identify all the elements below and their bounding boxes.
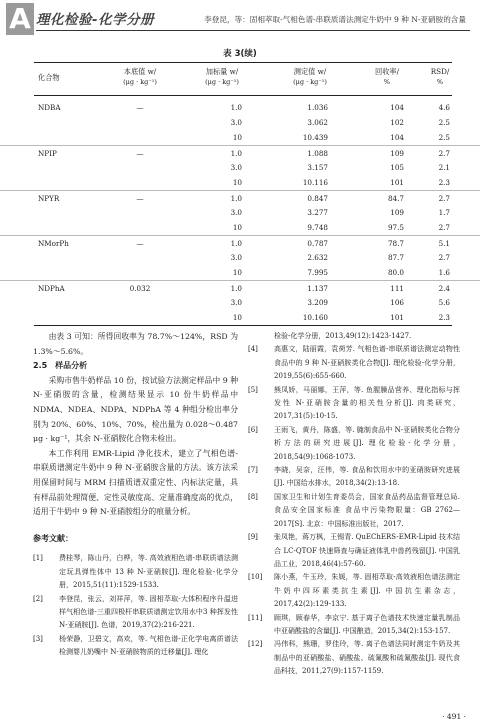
cell-added: 1.0 bbox=[230, 149, 242, 158]
cell-rsd: 2.5 bbox=[438, 133, 450, 142]
cell-measured: 2.632 bbox=[307, 253, 328, 262]
cell-measured: 10.116 bbox=[302, 178, 328, 187]
cell-measured: 1.036 bbox=[307, 103, 328, 112]
cell-measured: 1.137 bbox=[307, 284, 328, 293]
cell-measured: 10.439 bbox=[302, 133, 328, 142]
reference-item bbox=[33, 593, 238, 633]
cell-rsd: 2.1 bbox=[438, 163, 450, 172]
cell-background: — bbox=[136, 149, 144, 158]
cell-compound: NDBA bbox=[38, 103, 61, 112]
cell-measured: 3.157 bbox=[307, 163, 328, 172]
cell-rsd: 2.7 bbox=[438, 194, 450, 203]
reference-item bbox=[248, 491, 460, 531]
table-row bbox=[0, 160, 480, 175]
right-column bbox=[248, 330, 460, 679]
cell-recovery: 84.7 bbox=[387, 194, 404, 203]
header-rsd-label: RSD/ bbox=[430, 67, 450, 76]
table-row bbox=[0, 145, 480, 161]
cell-measured: 3.209 bbox=[307, 298, 328, 307]
reference-text: 顾琪，顾春华，李京宁. 基于离子色谱技术快速定量乳制品中亚硝酸盐的含量[J]. 中国酿造，2015,34(2):153-157. bbox=[274, 613, 460, 635]
cell-background: 0.032 bbox=[129, 284, 151, 293]
header-added-label: 加标量 w/ bbox=[205, 67, 239, 76]
references-left bbox=[33, 552, 238, 659]
reference-text: 王雨飞，黄丹，陈盛，等. 腌制食品中 N-亚硝胺类化合物分析方法的研究进展[J]. 理化检验-化学分册，2018,54(9):1068-1073. bbox=[274, 425, 460, 461]
cell-rsd: 2.3 bbox=[438, 178, 450, 187]
reference-number: [1] bbox=[33, 554, 43, 563]
section-title: 2.5 样品分析 bbox=[33, 361, 88, 371]
table-title: 表 3(续) bbox=[223, 49, 257, 59]
table-row bbox=[0, 220, 480, 235]
reference-text: 高惠文，陆丽霞，袁荷芳. 气相色谱-串联质谱法测定动物性食品中的 9 种 N-亚硝胺类化合物[J]. 理化检验-化学分册，2019,55(6):655-660. bbox=[274, 345, 460, 381]
cell-added: 3.0 bbox=[230, 118, 242, 127]
reference-item bbox=[33, 633, 238, 660]
cell-rsd: 1.7 bbox=[438, 208, 450, 217]
references-right bbox=[248, 343, 460, 678]
cell-recovery: 87.7 bbox=[387, 253, 404, 262]
cell-measured: 1.088 bbox=[307, 149, 328, 158]
cell-rsd: 2.7 bbox=[438, 253, 450, 262]
cell-added: 10 bbox=[232, 223, 242, 232]
reference-text: 费桂琴，陈山丹，白桦，等. 高效液相色谱-串联质谱法测定玩具弹性体中 13 种 N-亚硝胺[J]. 理化检验-化学分册，2015,51(11):1529-1533. bbox=[59, 554, 238, 590]
reference-text: 熊凤娇，马丽娜，王萍，等. 鱼腥臊品营养、理化指标与挥发性 N-亚硝胺含量的相关性分析[J]. 肉类研究，2017,31(5):10-15. bbox=[274, 385, 460, 421]
table-row bbox=[0, 235, 480, 251]
cell-rsd: 2.4 bbox=[438, 284, 450, 293]
cell-added: 1.0 bbox=[230, 103, 242, 112]
cell-compound: NDPhA bbox=[38, 284, 65, 293]
journal-logo: A bbox=[6, 3, 34, 35]
journal-name: 理化检验-化学分册 bbox=[36, 12, 155, 28]
cell-added: 1.0 bbox=[230, 239, 242, 248]
cell-added: 10 bbox=[232, 133, 242, 142]
cell-background: — bbox=[136, 103, 144, 112]
reference-text: 杨荣静，卫碧文，高欢，等. 气相色谱-正化学电离质谱法检测婴儿奶嘴中 N-亚硝胺物质的迁移量[J]. 理化 bbox=[59, 634, 238, 657]
reference-item bbox=[248, 531, 460, 571]
page-header bbox=[0, 0, 480, 36]
reference-text: 国家卫生和计划生育委员会，国家食品药品监督管理总局. 食品安全国家标准 食品中污染物限量：GB 2762—2017[S]. 北京：中国标准出版社，2017. bbox=[274, 492, 460, 528]
cell-recovery: 104 bbox=[390, 103, 404, 112]
reference-number: [10] bbox=[248, 573, 263, 582]
cell-background: — bbox=[136, 194, 144, 203]
table-row bbox=[0, 280, 480, 296]
table-row bbox=[0, 100, 480, 115]
cell-measured: 3.062 bbox=[307, 118, 328, 127]
table-header-rule bbox=[34, 95, 452, 96]
table-top-rule bbox=[34, 62, 452, 63]
table-row bbox=[0, 190, 480, 206]
reference-item bbox=[248, 424, 460, 464]
cell-added: 10 bbox=[232, 178, 242, 187]
table-row bbox=[0, 265, 480, 280]
reference-text: 李登昆，张云，刘祥萍，等. 固相萃取-大体积程序升温进样气相色谱-三重四极杆串联质谱测定饮用水中3 种挥发性 N-亚硝胺[J]. 色谱，2019,37(2):216-221. bbox=[59, 594, 238, 630]
cell-recovery: 105 bbox=[390, 163, 404, 172]
running-title: 李登昆，等：固相萃取-气相色谱-串联质谱法测定牛奶中 9 种 N-亚硝胺的含量 bbox=[204, 15, 466, 24]
reference-number: [8] bbox=[248, 492, 258, 501]
table-row bbox=[0, 250, 480, 265]
header-background-unit: (μg · kg⁻¹) bbox=[123, 78, 157, 86]
table-row bbox=[0, 205, 480, 220]
table-row bbox=[0, 295, 480, 310]
reference-number: [11] bbox=[248, 613, 263, 622]
reference-text: 张凤艳，蒋万枫，王锡青. QuEChERS-EMR-Lipid 技术结合 LC-QTOF 快速筛查与确证液体乳中兽药残留[J]. 中国乳品工业，2018,46(4):57-60. bbox=[274, 533, 460, 568]
reference-number: [6] bbox=[248, 425, 258, 434]
cell-rsd: 2.3 bbox=[438, 313, 450, 322]
reference-item bbox=[248, 384, 460, 424]
reference-item bbox=[33, 552, 238, 592]
table-header bbox=[0, 66, 480, 94]
header-rsd-unit: % bbox=[436, 78, 444, 86]
cell-added: 1.0 bbox=[230, 194, 242, 203]
reference-item bbox=[248, 571, 460, 611]
cell-recovery: 97.5 bbox=[387, 223, 404, 232]
cell-measured: 9.748 bbox=[307, 223, 328, 232]
reference-text: 冯伟科，熊珊，罗佳玲，等. 离子色谱法同时测定牛奶及其制品中的亚硝酸盐、硝酸盐、硫氰酸和硫氰酸盐[J]. 现代食品科技，2011,27(9):1157-1159. bbox=[274, 640, 460, 676]
table-bottom-rule bbox=[34, 325, 452, 326]
header-added bbox=[182, 66, 262, 88]
cell-rsd: 2.5 bbox=[438, 118, 450, 127]
header-rsd bbox=[420, 66, 460, 88]
header-added-unit: (μg · kg⁻¹) bbox=[205, 78, 239, 86]
header-recovery-unit: % bbox=[383, 78, 391, 86]
left-column bbox=[33, 330, 238, 660]
reference-number: [3] bbox=[33, 634, 43, 643]
cell-recovery: 102 bbox=[390, 118, 404, 127]
cell-compound: NPYR bbox=[38, 194, 60, 203]
cell-recovery: 78.7 bbox=[387, 239, 404, 248]
cell-added: 3.0 bbox=[230, 298, 242, 307]
reference-item bbox=[248, 638, 460, 678]
cell-recovery: 101 bbox=[390, 313, 404, 322]
cell-added: 1.0 bbox=[230, 284, 242, 293]
header-measured-unit: (μg · kg⁻¹) bbox=[293, 78, 327, 86]
table-row bbox=[0, 310, 480, 325]
cell-added: 3.0 bbox=[230, 163, 242, 172]
cell-recovery: 101 bbox=[390, 178, 404, 187]
reference-text: 陈小燕，牛玉玲，朱媛，等. 固相萃取-高效液相色谱法测定牛奶中四环素类抗生素[J]. 中国抗生素杂志，2017,42(2):129-133. bbox=[274, 573, 460, 609]
cell-recovery: 109 bbox=[390, 149, 404, 158]
header-recovery-label: 回收率/ bbox=[375, 67, 399, 76]
header-background-label: 本底值 w/ bbox=[123, 67, 157, 76]
cell-added: 3.0 bbox=[230, 253, 242, 262]
table-row bbox=[0, 130, 480, 145]
header-measured bbox=[270, 66, 350, 88]
cell-measured: 3.277 bbox=[307, 208, 328, 217]
cell-measured: 10.160 bbox=[302, 313, 328, 322]
cell-rsd: 5.6 bbox=[438, 298, 450, 307]
cell-measured: 0.787 bbox=[307, 239, 328, 248]
cell-measured: 0.847 bbox=[307, 194, 328, 203]
cell-rsd: 5.1 bbox=[438, 239, 450, 248]
cell-added: 10 bbox=[232, 313, 242, 322]
table-row bbox=[0, 175, 480, 190]
reference-3-continued: 检验-化学分册，2013,49(12):1423-1427. bbox=[274, 332, 412, 340]
cell-compound: NPIP bbox=[38, 149, 57, 158]
cell-compound: NMorPh bbox=[38, 239, 69, 248]
results-paragraph: 由表 3 可知：所得回收率为 78.7%～124%，RSD 为 1.3%～5.6%。 bbox=[33, 332, 238, 356]
cell-recovery: 111 bbox=[390, 284, 404, 293]
header-rule bbox=[36, 30, 470, 31]
reference-text: 李晓，吴奈，汪伟，等. 食品和饮用水中的亚硝胺研究进展[J]. 中国给水排水，2018,34(2):13-18. bbox=[274, 466, 460, 488]
cell-rsd: 2.7 bbox=[438, 223, 450, 232]
cell-added: 10 bbox=[232, 268, 242, 277]
cell-recovery: 80.0 bbox=[387, 268, 404, 277]
reference-item bbox=[248, 612, 460, 639]
reference-number: [12] bbox=[248, 640, 263, 649]
reference-item bbox=[248, 343, 460, 383]
cell-background: — bbox=[136, 239, 144, 248]
sample-analysis-paragraph: 采购市售牛奶样品 10 份，按试验方法测定样品中 9 种 N-亚硝胺的含量，检测结果显示 10 份牛奶样品中 NDMA、NDEA、NDPA、NDPhA 等 4 种组分检出率分别为 20%、60%、10%、70%，检出量为 0.028～0.487 μg · kg⁻¹，其余 N-亚硝胺化合物未检出。 bbox=[33, 375, 238, 444]
cell-recovery: 104 bbox=[390, 133, 404, 142]
reference-number: [4] bbox=[248, 345, 258, 354]
reference-number: [5] bbox=[248, 385, 258, 394]
conclusion-paragraph: 本工作利用 EMR-Lipid 净化技术，建立了气相色谱-串联质谱测定牛奶中 9 种 N-亚硝胺含量的方法。该方法采用保留时间与 MRM 扫描质谱双重定性、内标法定量，具有样品前处理简便、定性灵敏度高、定量准确度高的优点，适用于牛奶中 9 种 N-亚硝胺组分的痕量分析。 bbox=[33, 448, 238, 517]
cell-rsd: 1.6 bbox=[438, 268, 450, 277]
table-row bbox=[0, 115, 480, 130]
cell-rsd: 2.7 bbox=[438, 149, 450, 158]
reference-number: [9] bbox=[248, 533, 258, 542]
cell-added: 3.0 bbox=[230, 208, 242, 217]
page-number: · 491 · bbox=[442, 712, 466, 721]
cell-recovery: 109 bbox=[390, 208, 404, 217]
references-title: 参考文献： bbox=[33, 533, 73, 543]
reference-number: [7] bbox=[248, 466, 258, 475]
header-recovery bbox=[362, 66, 412, 88]
cell-recovery: 106 bbox=[390, 298, 404, 307]
header-background bbox=[100, 66, 180, 88]
header-compound: 化合物 bbox=[38, 73, 60, 82]
cell-rsd: 4.6 bbox=[438, 103, 450, 112]
cell-measured: 7.995 bbox=[307, 268, 328, 277]
reference-item bbox=[248, 464, 460, 491]
reference-number: [2] bbox=[33, 594, 43, 603]
header-measured-label: 测定值 w/ bbox=[293, 67, 327, 76]
